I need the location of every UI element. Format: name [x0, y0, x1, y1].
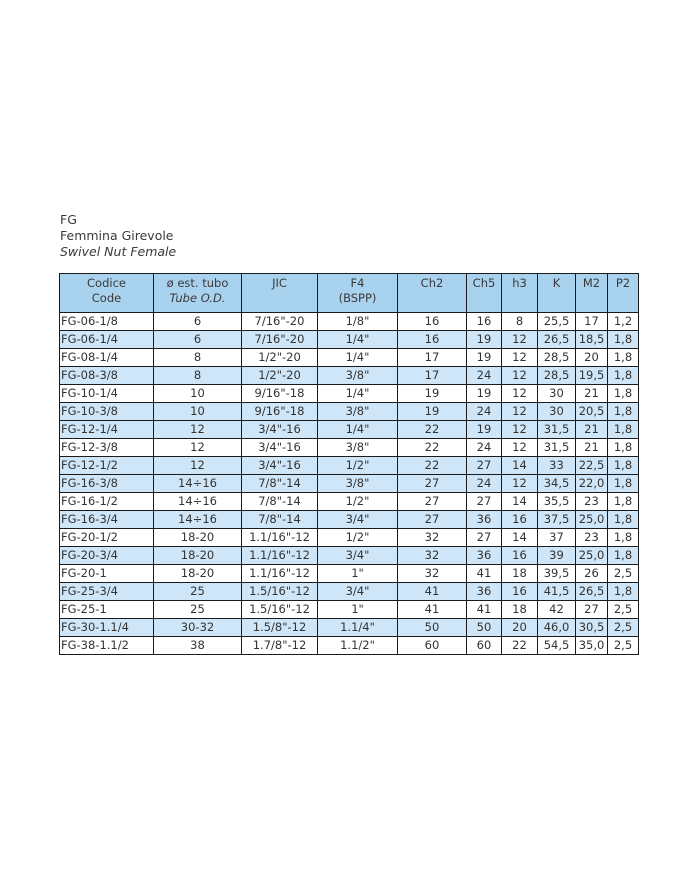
cell-ch2: 27: [398, 493, 467, 511]
table-row: [60, 637, 639, 655]
cell-m2: 25,0: [576, 511, 608, 529]
cell-tube-od: 25: [154, 601, 242, 619]
cell-code: FG-12-1/4: [60, 421, 154, 439]
cell-jic: 1.1/16"-12: [242, 565, 318, 583]
col-header-k: K: [538, 274, 576, 313]
cell-ch2: 17: [398, 349, 467, 367]
cell-ch2: 16: [398, 313, 467, 331]
cell-ch2: 22: [398, 439, 467, 457]
col-header-jic: JIC: [242, 274, 318, 313]
cell-code: FG-08-3/8: [60, 367, 154, 385]
cell-ch5: 36: [467, 511, 502, 529]
cell-f4: 1/4": [318, 331, 398, 349]
cell-jic: 7/16"-20: [242, 331, 318, 349]
cell-ch2: 32: [398, 529, 467, 547]
cell-k: 28,5: [538, 367, 576, 385]
cell-k: 39,5: [538, 565, 576, 583]
cell-h3: 12: [502, 403, 538, 421]
cell-h3: 12: [502, 385, 538, 403]
cell-p2: 1,8: [608, 547, 639, 565]
cell-f4: 1/8": [318, 313, 398, 331]
cell-m2: 27: [576, 601, 608, 619]
cell-f4: 3/4": [318, 511, 398, 529]
cell-ch2: 50: [398, 619, 467, 637]
cell-k: 25,5: [538, 313, 576, 331]
cell-f4: 1": [318, 601, 398, 619]
cell-ch5: 27: [467, 457, 502, 475]
cell-ch2: 32: [398, 565, 467, 583]
col-header-h3: h3: [502, 274, 538, 313]
cell-code: FG-20-1: [60, 565, 154, 583]
table-row: [60, 403, 639, 421]
table-row: [60, 511, 639, 529]
cell-m2: 25,0: [576, 547, 608, 565]
cell-p2: 1,2: [608, 313, 639, 331]
cell-k: 39: [538, 547, 576, 565]
cell-k: 33: [538, 457, 576, 475]
cell-p2: 1,8: [608, 475, 639, 493]
cell-jic: 3/4"-16: [242, 457, 318, 475]
cell-ch5: 19: [467, 385, 502, 403]
cell-ch5: 36: [467, 583, 502, 601]
cell-m2: 26: [576, 565, 608, 583]
cell-ch5: 41: [467, 601, 502, 619]
cell-jic: 9/16"-18: [242, 385, 318, 403]
cell-f4: 3/4": [318, 583, 398, 601]
cell-f4: 1/4": [318, 349, 398, 367]
cell-tube-od: 30-32: [154, 619, 242, 637]
cell-h3: 14: [502, 529, 538, 547]
cell-m2: 20,5: [576, 403, 608, 421]
cell-jic: 1.1/16"-12: [242, 547, 318, 565]
col-header-m2: M2: [576, 274, 608, 313]
cell-m2: 23: [576, 529, 608, 547]
cell-h3: 8: [502, 313, 538, 331]
cell-tube-od: 18-20: [154, 529, 242, 547]
cell-p2: 1,8: [608, 493, 639, 511]
cell-jic: 3/4"-16: [242, 421, 318, 439]
cell-h3: 12: [502, 367, 538, 385]
cell-tube-od: 10: [154, 385, 242, 403]
cell-h3: 16: [502, 583, 538, 601]
cell-code: FG-16-3/4: [60, 511, 154, 529]
cell-m2: 18,5: [576, 331, 608, 349]
cell-k: 42: [538, 601, 576, 619]
cell-tube-od: 6: [154, 331, 242, 349]
product-name-english: Swivel Nut Female: [60, 244, 177, 259]
cell-ch2: 41: [398, 601, 467, 619]
cell-h3: 14: [502, 457, 538, 475]
cell-h3: 12: [502, 349, 538, 367]
cell-ch2: 19: [398, 403, 467, 421]
cell-m2: 23: [576, 493, 608, 511]
cell-m2: 21: [576, 385, 608, 403]
table-row: [60, 529, 639, 547]
cell-tube-od: 25: [154, 583, 242, 601]
cell-ch5: 60: [467, 637, 502, 655]
cell-code: FG-10-1/4: [60, 385, 154, 403]
cell-ch2: 17: [398, 367, 467, 385]
cell-f4: 1.1/2": [318, 637, 398, 655]
cell-p2: 2,5: [608, 637, 639, 655]
cell-f4: 1.1/4": [318, 619, 398, 637]
cell-p2: 2,5: [608, 619, 639, 637]
cell-h3: 14: [502, 493, 538, 511]
table-row: [60, 583, 639, 601]
cell-tube-od: 18-20: [154, 547, 242, 565]
cell-p2: 1,8: [608, 439, 639, 457]
cell-ch5: 24: [467, 403, 502, 421]
cell-p2: 1,8: [608, 421, 639, 439]
cell-f4: 3/8": [318, 367, 398, 385]
cell-h3: 16: [502, 511, 538, 529]
cell-code: FG-06-1/4: [60, 331, 154, 349]
col-header-tube-od: ø est. tubo Tube O.D.: [154, 274, 242, 313]
cell-k: 35,5: [538, 493, 576, 511]
cell-m2: 19,5: [576, 367, 608, 385]
cell-ch2: 16: [398, 331, 467, 349]
cell-h3: 16: [502, 547, 538, 565]
cell-ch2: 32: [398, 547, 467, 565]
product-code: FG: [60, 212, 77, 227]
cell-ch2: 22: [398, 457, 467, 475]
cell-code: FG-08-1/4: [60, 349, 154, 367]
cell-ch2: 41: [398, 583, 467, 601]
table-header-row: [60, 274, 639, 313]
cell-k: 41,5: [538, 583, 576, 601]
spec-table: [59, 273, 639, 655]
cell-code: FG-16-1/2: [60, 493, 154, 511]
cell-tube-od: 14÷16: [154, 511, 242, 529]
cell-h3: 12: [502, 475, 538, 493]
cell-ch5: 24: [467, 475, 502, 493]
cell-f4: 3/4": [318, 547, 398, 565]
col-header-code: Codice Code: [60, 274, 154, 313]
cell-code: FG-25-3/4: [60, 583, 154, 601]
cell-code: FG-12-1/2: [60, 457, 154, 475]
cell-h3: 12: [502, 421, 538, 439]
cell-tube-od: 8: [154, 349, 242, 367]
cell-ch5: 24: [467, 439, 502, 457]
cell-m2: 17: [576, 313, 608, 331]
cell-f4: 1/2": [318, 457, 398, 475]
cell-ch2: 27: [398, 511, 467, 529]
cell-h3: 22: [502, 637, 538, 655]
table-row: [60, 385, 639, 403]
cell-k: 30: [538, 403, 576, 421]
cell-ch5: 16: [467, 313, 502, 331]
cell-jic: 7/8"-14: [242, 493, 318, 511]
cell-code: FG-12-3/8: [60, 439, 154, 457]
cell-tube-od: 18-20: [154, 565, 242, 583]
cell-f4: 1/4": [318, 385, 398, 403]
cell-f4: 1/2": [318, 529, 398, 547]
cell-ch5: 19: [467, 421, 502, 439]
cell-tube-od: 12: [154, 457, 242, 475]
cell-tube-od: 12: [154, 421, 242, 439]
cell-p2: 2,5: [608, 565, 639, 583]
table-row: [60, 475, 639, 493]
cell-p2: 1,8: [608, 403, 639, 421]
cell-ch5: 19: [467, 331, 502, 349]
cell-m2: 22,0: [576, 475, 608, 493]
cell-m2: 21: [576, 421, 608, 439]
cell-jic: 1/2"-20: [242, 367, 318, 385]
cell-p2: 1,8: [608, 385, 639, 403]
table-row: [60, 457, 639, 475]
cell-ch5: 19: [467, 349, 502, 367]
cell-ch5: 41: [467, 565, 502, 583]
cell-k: 54,5: [538, 637, 576, 655]
cell-code: FG-06-1/8: [60, 313, 154, 331]
table-row: [60, 565, 639, 583]
cell-h3: 20: [502, 619, 538, 637]
cell-m2: 20: [576, 349, 608, 367]
table-row: [60, 421, 639, 439]
cell-m2: 35,0: [576, 637, 608, 655]
cell-ch5: 27: [467, 529, 502, 547]
cell-k: 31,5: [538, 439, 576, 457]
cell-jic: 7/8"-14: [242, 511, 318, 529]
cell-p2: 1,8: [608, 457, 639, 475]
table-row: [60, 439, 639, 457]
cell-jic: 7/8"-14: [242, 475, 318, 493]
cell-tube-od: 6: [154, 313, 242, 331]
cell-h3: 12: [502, 331, 538, 349]
table-row: [60, 367, 639, 385]
table-row: [60, 313, 639, 331]
cell-k: 26,5: [538, 331, 576, 349]
cell-m2: 21: [576, 439, 608, 457]
cell-h3: 12: [502, 439, 538, 457]
cell-k: 30: [538, 385, 576, 403]
cell-ch2: 22: [398, 421, 467, 439]
cell-jic: 1.5/16"-12: [242, 583, 318, 601]
cell-m2: 22,5: [576, 457, 608, 475]
cell-p2: 1,8: [608, 367, 639, 385]
cell-tube-od: 14÷16: [154, 475, 242, 493]
cell-k: 34,5: [538, 475, 576, 493]
product-heading: [60, 212, 176, 260]
cell-f4: 3/8": [318, 439, 398, 457]
col-header-ch5: Ch5: [467, 274, 502, 313]
cell-code: FG-25-1: [60, 601, 154, 619]
cell-ch2: 60: [398, 637, 467, 655]
cell-code: FG-10-3/8: [60, 403, 154, 421]
cell-tube-od: 38: [154, 637, 242, 655]
cell-p2: 1,8: [608, 529, 639, 547]
product-name-italian: Femmina Girevole: [60, 228, 174, 243]
table-row: [60, 349, 639, 367]
cell-ch2: 27: [398, 475, 467, 493]
cell-code: FG-20-3/4: [60, 547, 154, 565]
table-row: [60, 619, 639, 637]
cell-code: FG-30-1.1/4: [60, 619, 154, 637]
cell-jic: 1.5/8"-12: [242, 619, 318, 637]
table-body: [60, 313, 639, 655]
cell-k: 46,0: [538, 619, 576, 637]
cell-h3: 18: [502, 565, 538, 583]
cell-jic: 1.5/16"-12: [242, 601, 318, 619]
cell-ch5: 24: [467, 367, 502, 385]
cell-f4: 1/2": [318, 493, 398, 511]
cell-f4: 3/8": [318, 475, 398, 493]
cell-ch5: 27: [467, 493, 502, 511]
cell-jic: 3/4"-16: [242, 439, 318, 457]
cell-jic: 1.7/8"-12: [242, 637, 318, 655]
cell-p2: 1,8: [608, 349, 639, 367]
cell-jic: 7/16"-20: [242, 313, 318, 331]
cell-k: 37,5: [538, 511, 576, 529]
table-row: [60, 601, 639, 619]
cell-h3: 18: [502, 601, 538, 619]
cell-tube-od: 12: [154, 439, 242, 457]
cell-p2: 1,8: [608, 583, 639, 601]
cell-tube-od: 14÷16: [154, 493, 242, 511]
cell-k: 37: [538, 529, 576, 547]
cell-m2: 26,5: [576, 583, 608, 601]
cell-p2: 1,8: [608, 511, 639, 529]
cell-jic: 9/16"-18: [242, 403, 318, 421]
table-row: [60, 547, 639, 565]
cell-code: FG-38-1.1/2: [60, 637, 154, 655]
cell-code: FG-20-1/2: [60, 529, 154, 547]
table-row: [60, 331, 639, 349]
table-row: [60, 493, 639, 511]
cell-k: 28,5: [538, 349, 576, 367]
cell-ch2: 19: [398, 385, 467, 403]
cell-f4: 1": [318, 565, 398, 583]
col-header-f4: F4 (BSPP): [318, 274, 398, 313]
cell-code: FG-16-3/8: [60, 475, 154, 493]
cell-f4: 3/8": [318, 403, 398, 421]
cell-k: 31,5: [538, 421, 576, 439]
col-header-p2: P2: [608, 274, 639, 313]
cell-m2: 30,5: [576, 619, 608, 637]
cell-p2: 1,8: [608, 331, 639, 349]
cell-p2: 2,5: [608, 601, 639, 619]
cell-jic: 1.1/16"-12: [242, 529, 318, 547]
cell-ch5: 50: [467, 619, 502, 637]
cell-ch5: 36: [467, 547, 502, 565]
cell-jic: 1/2"-20: [242, 349, 318, 367]
cell-tube-od: 10: [154, 403, 242, 421]
cell-tube-od: 8: [154, 367, 242, 385]
cell-f4: 1/4": [318, 421, 398, 439]
col-header-ch2: Ch2: [398, 274, 467, 313]
